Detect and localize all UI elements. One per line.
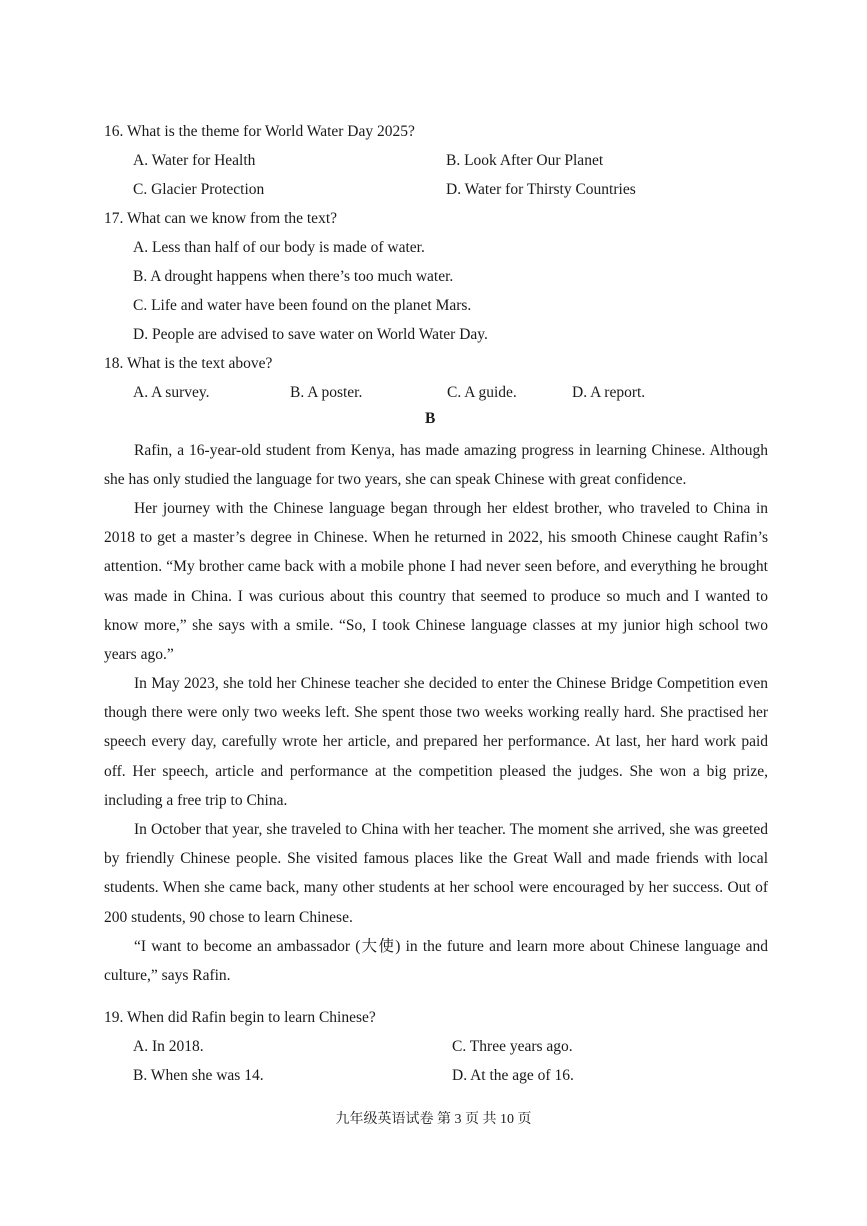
q17-option-b: B. A drought happens when there’s too much water. (133, 268, 454, 285)
passage-paragraph-3: In May 2023, she told her Chinese teacher she decided to enter the Chinese Bridge Competition even though there were only two weeks left. She spent those two weeks working really hard. She practised her speech every day, carefully wrote her article, and prepared her performance. At last, her hard work paid off. Her speech, article and performance at the competition pleased the judges. She won a big prize, including a free trip to China. (104, 675, 768, 809)
q17-option-d: D. People are advised to save water on World Water Day. (133, 326, 488, 343)
q19-option-b: B. When she was 14. (133, 1067, 264, 1084)
q19-stem: 19. When did Rafin begin to learn Chinese? (104, 1009, 376, 1026)
passage-paragraph-5: “I want to become an ambassador (大使) in the future and learn more about Chinese language and culture,” says Rafin. (104, 938, 768, 985)
q16-option-c: C. Glacier Protection (133, 181, 265, 198)
q18-option-a: A. A survey. (133, 384, 210, 401)
q19-option-c: C. Three years ago. (452, 1038, 573, 1055)
passage-paragraph-2: Her journey with the Chinese language began through her eldest brother, who traveled to China in 2018 to get a master’s degree in Chinese. When he returned in 2022, his smooth Chinese caught Rafin’s attention. “My brother came back with a mobile phone I had never seen before, and everything he brought was made in China. I was curious about this country that seemed to produce so much and I wanted to know more,” she says with a smile. “So, I took Chinese language classes at my junior high school two years ago.” (104, 500, 768, 664)
q19-option-a: A. In 2018. (133, 1038, 204, 1055)
q18-stem: 18. What is the text above? (104, 355, 273, 372)
passage-paragraph-1: Rafin, a 16-year-old student from Kenya, has made amazing progress in learning Chinese. Although she has only studied the language for two years, she can speak Chinese with great confidence. (104, 442, 768, 489)
q16-stem: 16. What is the theme for World Water Day 2025? (104, 123, 415, 140)
q18-option-c: C. A guide. (447, 384, 517, 401)
q18-option-b: B. A poster. (290, 384, 363, 401)
section-heading: B (425, 410, 436, 427)
q19-option-d: D. At the age of 16. (452, 1067, 574, 1084)
page-footer: 九年级英语试卷 第 3 页 共 10 页 (335, 1112, 532, 1127)
q16-option-b: B. Look After Our Planet (446, 152, 604, 169)
q17-stem: 17. What can we know from the text? (104, 210, 337, 227)
passage-paragraph-4: In October that year, she traveled to China with her teacher. The moment she arrived, she was greeted by friendly Chinese people. She visited famous places like the Great Wall and made friends with local students. When she came back, many other students at her school were encouraged by her success. Out of 200 students, 90 chose to learn Chinese. (104, 821, 768, 926)
q18-option-d: D. A report. (572, 384, 646, 401)
q17-option-a: A. Less than half of our body is made of water. (133, 239, 425, 256)
q16-option-d: D. Water for Thirsty Countries (446, 181, 636, 198)
q17-option-c: C. Life and water have been found on the planet Mars. (133, 297, 472, 314)
q16-option-a: A. Water for Health (133, 152, 256, 169)
